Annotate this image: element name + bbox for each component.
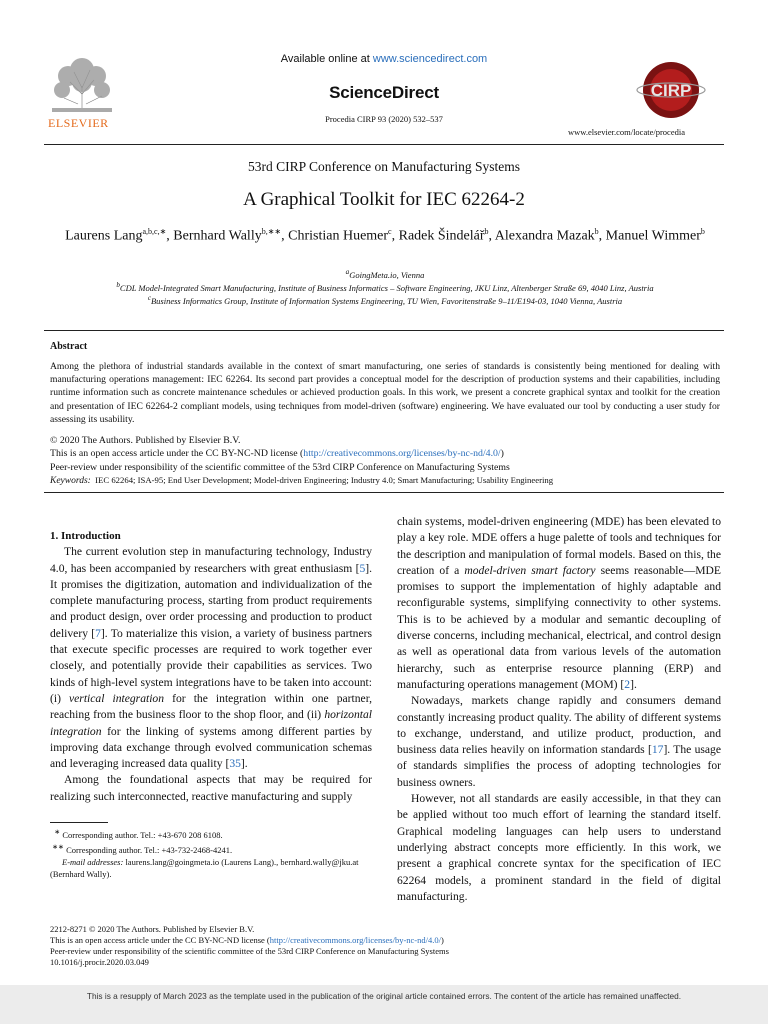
footer-license-line: [50, 935, 730, 946]
affil-text: GoingMeta.io, Vienna: [349, 269, 425, 280]
affil-sup: c: [147, 294, 151, 302]
author-sup: b: [700, 227, 705, 236]
text-run: chain systems, model-driven engineering (MDE) has been elevated to play a key role. MDE offers a huge palette of tools and techniques for the description and manipulation of formal models. Based on this, the creation of a: [397, 515, 721, 577]
paper-title: A Graphical Toolkit for IEC 62264-2: [243, 189, 525, 210]
footnote: [50, 841, 372, 856]
emphasis: horizontal integration: [50, 708, 372, 738]
sciencedirect-link[interactable]: www.sciencedirect.com: [372, 53, 488, 65]
intro-paragraph-4: However, not all standards are easily accessible, in that they can be applied without too much effort of learning the standard itself. Graphical modeling languages can help users to understand underlying abstract concepts more efficiently. In this work, we present a graphical concrete syntax for the specification of IEC 62264 models, a prominent standard in the field of digital manufacturing.: [397, 792, 721, 903]
footnote-mark: ∗: [54, 828, 61, 836]
footnote: [50, 826, 372, 841]
sciencedirect-brand: ScienceDirect: [329, 83, 439, 102]
intro-paragraph-1: [50, 544, 372, 772]
affil-text: Business Informatics Group, Institute of Information Systems Engineering, TU Wien, Favoritenstraße 9–11/E194-03, 1040 Vienna, Austria: [150, 295, 623, 306]
emphasis: vertical integration: [69, 691, 165, 705]
citation-link[interactable]: 5: [359, 561, 366, 575]
right-column: [397, 514, 721, 905]
footnote-text: Corresponding author. Tel.: +43-732-2468-4241.: [66, 844, 233, 855]
intro-paragraph-cont: [397, 514, 721, 693]
footer-license-link[interactable]: http://creativecommons.org/licenses/by-nc-nd/4.0/: [269, 935, 441, 945]
affil-sup: a: [345, 268, 350, 276]
elsevier-wordmark: ELSEVIER: [48, 116, 109, 130]
issn-line: 2212-8271 © 2020 The Authors. Published by Elsevier B.V.: [50, 924, 255, 934]
peer-review-line: Peer-review under responsibility of the scientific committee of the 53rd CIRP Conference on Manufacturing Systems: [50, 461, 510, 473]
footnote-text: Corresponding author. Tel.: +43-670 208 6108.: [62, 829, 223, 840]
text-run: ].: [240, 757, 248, 771]
author-sup: c: [388, 227, 392, 236]
conference-name: 53rd CIRP Conference on Manufacturing Systems: [247, 159, 521, 174]
cirp-logo-text: CIRP: [650, 81, 692, 100]
license-line: [50, 447, 720, 460]
text-run: ]. To materialize this vision, a variety of business partners that execute specific processes are required to work together ever closely, and potentially provide their capabilities as services. Two kinds of high-level system integrations have to be taken into account: (i): [50, 626, 372, 705]
author-name: , Bernhard Wally: [166, 228, 262, 244]
footnote-label: E-mail addresses:: [62, 856, 124, 867]
intro-paragraph-3: [397, 693, 721, 791]
available-prefix: Available online at: [280, 53, 373, 65]
text-run: ]. It promises the digitization, automation and individualization of the complete manufacturing process, starting from product requirements and product design, over order processing and production to product delivery [: [50, 561, 372, 640]
footnote-text: laurens.lang@goingmeta.io (Laurens Lang)., bernhard.wally@jku.at (Bernhard Wally).: [50, 856, 359, 879]
left-column: [50, 528, 372, 805]
copyright-line: © 2020 The Authors. Published by Elsevier B.V.: [50, 435, 241, 446]
footnote-mark: ∗∗: [52, 842, 64, 851]
keywords-text: IEC 62264; ISA-95; End User Development; Model-driven Engineering; Industry 4.0; Smart Manufacturing; Usability Engineering: [95, 475, 554, 485]
text-run: Nowadays, markets change rapidly and consumers demand constantly increasing product quality. The ability of different systems to exchange, understand, and utilize product, production, and business data relies heavily on information standards [: [397, 694, 721, 757]
section-heading: 1. Introduction: [50, 530, 121, 542]
copyright-block: [50, 434, 720, 474]
affiliation-a: [40, 268, 730, 280]
citation-link[interactable]: 17: [651, 743, 664, 757]
citation-link[interactable]: 35: [229, 757, 241, 771]
citation-link[interactable]: 7: [95, 626, 101, 640]
affil-sup: b: [116, 281, 120, 289]
header-rule: [44, 144, 724, 145]
journal-url[interactable]: www.elsevier.com/locate/procedia: [568, 127, 685, 137]
text-run: ].: [630, 677, 637, 691]
author-sup: b: [484, 227, 489, 236]
text-run: This is an open access article under the CC BY-NC-ND license (: [50, 935, 270, 945]
abstract-rule: [44, 330, 724, 331]
intro-paragraph-2: Among the foundational aspects that may be required for realizing such interconnected, reactive manufacturing and supply: [50, 773, 372, 803]
author-name: Laurens Lang: [65, 228, 143, 244]
author-name: , Radek Šindelář: [391, 228, 485, 244]
license-suffix: ): [500, 448, 504, 460]
license-link[interactable]: http://creativecommons.org/licenses/by-nc-nd/4.0/: [303, 448, 501, 460]
text-run: seems reasonable—MDE promises to support the implementation of highly adaptable and reconfigurable systems, simplifying connectivity to other systems. This is to be achieved by a modular and semantic decoupling of diverse concerns, including mechanical, electrical, and control design as well as operational data from various levels of the automation hierarchy, such as enterprise resource planning (ERP) and manufacturing operations management (MOM) [: [397, 563, 721, 691]
resupply-notice: This is a resupply of March 2023 as the template used in the publication of the original article contained errors. The content of the article has remained unaffected.: [86, 991, 682, 1001]
author-name: , Christian Huemer: [281, 228, 389, 244]
footnote: [50, 856, 372, 880]
text-run: for the integration within one partner, reaching from the business floor to the shop floor, and (ii): [50, 691, 372, 722]
author-sup: b,∗∗: [261, 227, 282, 236]
abstract-heading: Abstract: [50, 341, 88, 352]
license-prefix: This is an open access article under the CC BY-NC-ND license (: [50, 448, 304, 460]
author-name: , Alexandra Mazak: [488, 228, 595, 244]
doi[interactable]: 10.1016/j.procir.2020.03.049: [50, 957, 149, 967]
cirp-logo: [630, 60, 712, 120]
journal-reference: Procedia CIRP 93 (2020) 532–537: [325, 114, 443, 124]
footer-peer-review: Peer-review under responsibility of the scientific committee of the 53rd CIRP Conference on Manufacturing Systems: [50, 946, 449, 956]
keywords-line: [50, 475, 730, 486]
keywords-label: Keywords:: [50, 476, 91, 486]
affiliation-b: [40, 281, 730, 293]
page-footer: [50, 924, 730, 968]
text-run: ): [441, 935, 444, 945]
text-run: The current evolution step in manufacturing technology, Industry 4.0, has been accompanied by researchers with great enthusiasm [: [50, 545, 372, 575]
author-sup: b: [594, 227, 599, 236]
author-name: , Manuel Wimmer: [598, 228, 701, 244]
text-run: for the linking of systems among different parties by improving data exchange through evolved communication schemas and leveraging increased data quality [: [50, 724, 372, 771]
affiliation-c: [40, 294, 730, 306]
author-sup: a,b,c,∗: [142, 227, 167, 236]
keywords-rule: [44, 492, 724, 493]
abstract-text: Among the plethora of industrial standards available in the context of smart manufacturing, one series of standards is consistently being mentioned for dealing with manufacturing operations management: IEC 62264. Its second part provides a conceptual model for the description of production systems and their capabilities, including runtime information such as concrete maintenance schedules or achieved production goals. In this work, we present a concrete graphical syntax and toolkit for the creation and presentation of IEC 62264-2 compliant models, using techniques from model-driven (software) engineering. We have evaluated our tool by conducting a user study for assessing its usability.: [50, 361, 720, 425]
author-list: [40, 222, 730, 247]
footnotes: [50, 826, 372, 880]
affil-text: CDL Model-Integrated Smart Manufacturing, Institute of Business Informatics – Software Engineering, JKU Linz, Altenberger Straße 69, 4040 Linz, Austria: [119, 282, 654, 293]
emphasis: model-driven smart factory: [464, 563, 596, 577]
citation-link[interactable]: 2: [624, 677, 631, 691]
footnote-rule: [50, 822, 108, 823]
text-run: ]. The usage of standards simplifies the process of adopting technologies for business owners.: [397, 743, 721, 789]
